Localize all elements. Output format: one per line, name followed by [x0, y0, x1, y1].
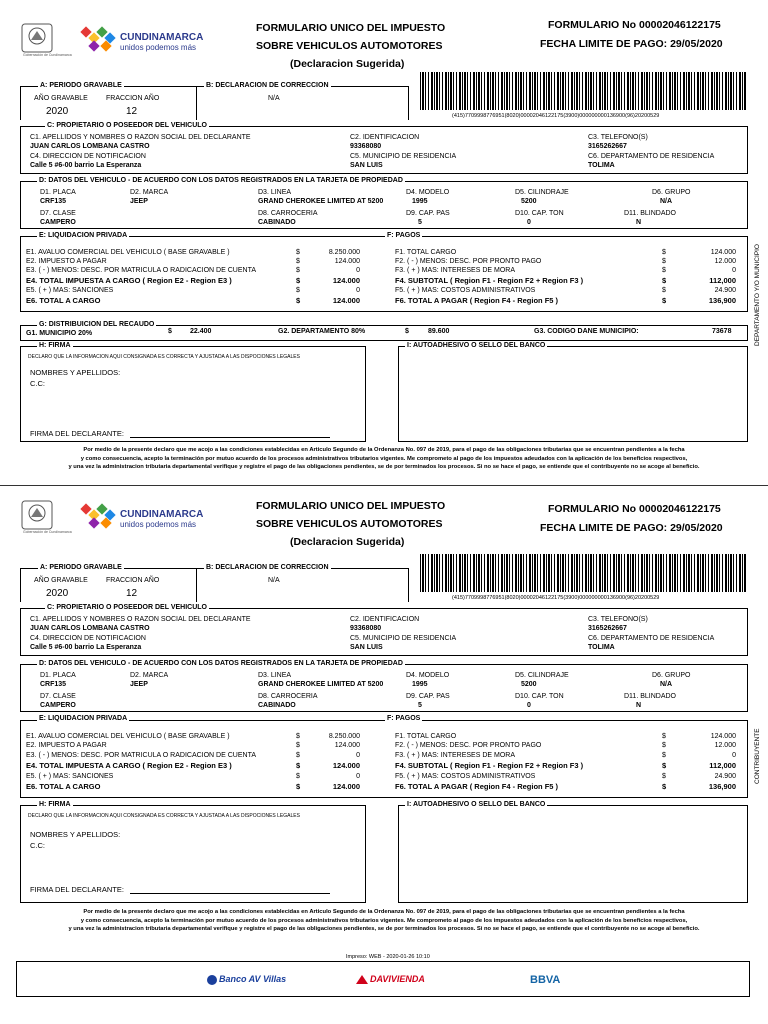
- form-number: FORMULARIO No 00002046122175: [548, 19, 721, 31]
- f3-label: F3. ( + ) MAS: INTERESES DE MORA: [395, 752, 515, 759]
- e3-label: E3. ( - ) MENOS: DESC. POR MATRICULA O RADICACION DE CUENTA: [26, 267, 256, 274]
- owner-phone: 3165262667: [588, 143, 627, 150]
- tax-year: 2020: [46, 106, 69, 117]
- g1-label: G1. MUNICIPIO 20%: [26, 330, 93, 337]
- f1-currency: $: [662, 733, 666, 740]
- f5-label: F5. ( + ) MAS: COSTOS ADMINISTRATIVOS: [395, 773, 536, 780]
- year-label: AÑO GRAVABLE: [34, 95, 88, 102]
- f1-value: 124.000: [710, 733, 736, 740]
- d3-label: D3. LINEA: [258, 672, 292, 679]
- form-title-line3: (Declaracion Sugerida): [290, 58, 405, 70]
- vehicle-model: 1995: [412, 198, 428, 205]
- printed-stamp: Impreso: WEB - 2020-01-26 10:10: [346, 954, 430, 960]
- e3-label: E3. ( - ) MENOS: DESC. POR MATRICULA O RADICACION DE CUENTA: [26, 752, 256, 759]
- year-fraction: 12: [126, 106, 138, 117]
- e2-value: 124.000: [334, 742, 360, 749]
- cundinamarca-brand-icon: [80, 501, 120, 531]
- e4-currency: $: [296, 276, 301, 285]
- f6-label: F6. TOTAL A PAGAR ( Region F4 - Region F5 ): [395, 782, 559, 791]
- e1-label: E1. AVALUO COMERCIAL DEL VEHICULO ( BASE GRAVABLE ): [26, 733, 230, 740]
- legal-text: [20, 446, 748, 472]
- d6-label: D6. GRUPO: [652, 672, 691, 679]
- e4-label: E4. TOTAL IMPUESTA A CARGO ( Region E2 - Region E3 ): [26, 276, 232, 285]
- section-e-title: E: LIQUIDACION PRIVADA: [39, 715, 128, 722]
- d4-label: D4. MODELO: [406, 189, 450, 196]
- vehicle-passengers: 5: [418, 219, 422, 226]
- vehicle-class: CAMPERO: [40, 219, 76, 226]
- vehicle-plate: CRF135: [40, 198, 67, 205]
- c1-label: C1. APELLIDOS Y NOMBRES O RAZON SOCIAL DEL DECLARANTE: [30, 616, 251, 623]
- e4-value: 124.000: [332, 276, 360, 285]
- vehicle-body: CABINADO: [258, 219, 296, 226]
- d9-label: D9. CAP. PAS: [406, 210, 450, 217]
- bank-av-villas-label: Banco AV Villas: [219, 974, 287, 984]
- year-fraction: 12: [126, 588, 138, 599]
- c2-label: C2. IDENTIFICACION: [350, 134, 420, 141]
- d8-label: D8. CARROCERIA: [258, 693, 318, 700]
- d7-label: D7. CLASE: [40, 210, 76, 217]
- bank-bbva: [530, 974, 560, 986]
- owner-address: Calle 5 #6-00 barrio La Esperanza: [30, 644, 142, 651]
- owner-id: 93368080: [350, 143, 382, 150]
- davivienda-house-icon: [356, 975, 368, 984]
- brand-tagline: unidos podemos más: [120, 43, 197, 52]
- owner-phone: 3165262667: [588, 625, 627, 632]
- e5-currency: $: [296, 287, 300, 294]
- form-title-line2: SOBRE VEHICULOS AUTOMOTORES: [256, 518, 443, 530]
- e6-currency: $: [296, 782, 301, 791]
- g1-value: 22.400: [190, 328, 212, 335]
- vehicle-make: JEEP: [130, 681, 148, 688]
- owner-department: TOLIMA: [588, 644, 615, 651]
- form-title-line2: SOBRE VEHICULOS AUTOMOTORES: [256, 40, 443, 52]
- cundinamarca-logo: [20, 499, 204, 539]
- vehicle-make: JEEP: [130, 198, 148, 205]
- cundinamarca-logo: [20, 22, 204, 62]
- f1-label: F1. TOTAL CARGO: [395, 249, 457, 256]
- e2-value: 124.000: [334, 258, 360, 265]
- e6-label: E6. TOTAL A CARGO: [26, 296, 101, 305]
- signature-label: FIRMA DEL DECLARANTE:: [30, 429, 124, 438]
- f3-value: 0: [732, 752, 736, 759]
- correction-value: N/A: [268, 95, 280, 102]
- e1-currency: $: [296, 733, 300, 740]
- c2-label: C2. IDENTIFICACION: [350, 616, 420, 623]
- f3-currency: $: [662, 267, 666, 274]
- names-label: NOMBRES Y APELLIDOS:: [30, 830, 121, 839]
- owner-name: JUAN CARLOS LOMBANA CASTRO: [30, 143, 150, 150]
- f4-value: 112,000: [709, 276, 736, 285]
- legal-text: [20, 908, 748, 934]
- c4-label: C4. DIRECCION DE NOTIFICACION: [30, 153, 146, 160]
- vehicle-group: N/A: [660, 198, 673, 205]
- due-date: FECHA LIMITE DE PAGO: 29/05/2020: [540, 522, 723, 534]
- owner-department: TOLIMA: [588, 162, 615, 169]
- c3-label: C3. TELEFONO(S): [588, 134, 648, 141]
- f4-currency: $: [662, 761, 667, 770]
- vehicle-armored: N: [636, 219, 642, 226]
- section-i-title: I: AUTOADHESIVO O SELLO DEL BANCO: [407, 342, 546, 349]
- f6-currency: $: [662, 296, 667, 305]
- signature-line: [130, 893, 330, 894]
- c6-label: C6. DEPARTAMENTO DE RESIDENCIA: [588, 635, 715, 642]
- d10-label: D10. CAP. TON: [515, 210, 564, 217]
- d9-label: D9. CAP. PAS: [406, 693, 450, 700]
- section-b-title: B: DECLARACION DE CORRECCION: [206, 564, 329, 571]
- e2-label: E2. IMPUESTO A PAGAR: [26, 742, 107, 749]
- e4-label: E4. TOTAL IMPUESTA A CARGO ( Region E2 - Region E3 ): [26, 761, 232, 770]
- section-f-title: F: PAGOS: [387, 232, 421, 239]
- government-seal-icon: [20, 499, 80, 535]
- f2-currency: $: [662, 742, 666, 749]
- vehicle-plate: CRF135: [40, 681, 67, 688]
- f5-currency: $: [662, 773, 666, 780]
- year-label: AÑO GRAVABLE: [34, 577, 88, 584]
- section-h-title: H: FIRMA: [39, 801, 71, 808]
- e5-value: 0: [356, 773, 360, 780]
- legal-line-2: y como consecuencia, acepto la terminación por mutuo acuerdo de los procesos administrativos tributarios vigentes. Me comprometo al pago de los impuestos adeudados con la aplicación de los beneficios respectivos,: [80, 917, 688, 924]
- legal-line-2: y como consecuencia, acepto la terminación por mutuo acuerdo de los procesos administrativos tributarios vigentes. Me comprometo al pago de los impuestos adeudados con la aplicación de los beneficios respectivos,: [80, 455, 688, 462]
- d1-label: D1. PLACA: [40, 189, 76, 196]
- form-copy-taxpayer: [0, 484, 768, 1024]
- d4-label: D4. MODELO: [406, 672, 450, 679]
- f6-currency: $: [662, 782, 667, 791]
- fraction-label: FRACCION AÑO: [106, 577, 160, 584]
- bank-av-villas: [207, 974, 286, 985]
- section-g-title: G: DISTRIBUICION DEL RECAUDO: [39, 321, 155, 328]
- form-title-line1: FORMULARIO UNICO DEL IMPUESTO: [256, 22, 446, 34]
- legal-line-3: y una vez la administracion tributaria departamental verifique y registre el pago de las obligaciones pendientes, se de por terminados los procesos. Si no se hace el pago, se entiende que el contribuyente no se acoge al beneficio.: [68, 464, 700, 470]
- g1-currency: $: [168, 328, 172, 335]
- section-i: [398, 805, 748, 903]
- vehicle-cc: 5200: [521, 681, 537, 688]
- form-number: FORMULARIO No 00002046122175: [548, 503, 721, 515]
- section-i-title: I: AUTOADHESIVO O SELLO DEL BANCO: [407, 801, 546, 808]
- section-c-title: C: PROPIETARIO O POSEEDOR DEL VEHICULO: [47, 122, 207, 129]
- form-title-line1: FORMULARIO UNICO DEL IMPUESTO: [256, 500, 446, 512]
- section-c-title: C: PROPIETARIO O POSEEDOR DEL VEHICULO: [47, 604, 207, 611]
- g2-currency: $: [405, 328, 409, 335]
- f1-value: 124.000: [710, 249, 736, 256]
- d6-label: D6. GRUPO: [652, 189, 691, 196]
- e2-currency: $: [296, 742, 300, 749]
- c5-label: C5. MUNICIPIO DE RESIDENCIA: [350, 153, 457, 160]
- section-i: [398, 346, 748, 442]
- d5-label: D5. CILINDRAJE: [515, 672, 569, 679]
- f2-label: F2. ( - ) MENOS: DESC. POR PRONTO PAGO: [395, 742, 542, 749]
- barcode-text: (415)7709998776951(8020)00002046122175(3900)000000000136900(96)20200529: [452, 595, 660, 601]
- f1-label: F1. TOTAL CARGO: [395, 733, 457, 740]
- e5-label: E5. ( + ) MAS: SANCIONES: [26, 287, 114, 294]
- section-a-title: A: PERIODO GRAVABLE: [40, 564, 122, 571]
- brand-name: CUNDINAMARCA: [120, 32, 204, 43]
- e5-currency: $: [296, 773, 300, 780]
- signature-line: [130, 437, 330, 438]
- c4-label: C4. DIRECCION DE NOTIFICACION: [30, 635, 146, 642]
- f2-value: 12.000: [714, 258, 736, 265]
- g2-value: 89.600: [428, 328, 450, 335]
- cc-label: C.C:: [30, 379, 45, 388]
- c6-label: C6. DEPARTAMENTO DE RESIDENCIA: [588, 153, 715, 160]
- section-d-title: D: DATOS DEL VEHICULO - DE ACUERDO CON LOS DATOS REGISTRADOS EN LA TARJETA DE PROPIEDAD: [39, 660, 403, 667]
- vehicle-line: GRAND CHEROKEE LIMITED AT 5200: [258, 681, 384, 688]
- f6-value: 136,900: [708, 782, 736, 791]
- d1-label: D1. PLACA: [40, 672, 76, 679]
- section-a-title: A: PERIODO GRAVABLE: [40, 82, 122, 89]
- e5-label: E5. ( + ) MAS: SANCIONES: [26, 773, 114, 780]
- e1-label: E1. AVALUO COMERCIAL DEL VEHICULO ( BASE GRAVABLE ): [26, 249, 230, 256]
- e6-value: 124.000: [332, 296, 360, 305]
- svg-text:Gobernación de Cundinamarca: Gobernación de Cundinamarca: [23, 53, 72, 57]
- f3-value: 0: [732, 267, 736, 274]
- d3-label: D3. LINEA: [258, 189, 292, 196]
- d8-label: D8. CARROCERIA: [258, 210, 318, 217]
- brand-tagline: unidos podemos más: [120, 520, 197, 529]
- bank-davivienda: [356, 974, 425, 984]
- owner-address: Calle 5 #6-00 barrio La Esperanza: [30, 162, 142, 169]
- side-label-taxpayer: CONTRIBUYENTE: [754, 728, 761, 784]
- d2-label: D2. MARCA: [130, 672, 169, 679]
- vehicle-model: 1995: [412, 681, 428, 688]
- barcode-text: (415)7709998776951(8020)00002046122175(3900)000000000136900(96)20200529: [452, 113, 660, 119]
- cc-label: C.C:: [30, 841, 45, 850]
- brand-name: CUNDINAMARCA: [120, 509, 204, 520]
- c3-label: C3. TELEFONO(S): [588, 616, 648, 623]
- owner-municipality: SAN LUIS: [350, 644, 383, 651]
- form-copy-department: [0, 0, 768, 486]
- g2-label: G2. DEPARTAMENTO 80%: [278, 328, 366, 335]
- vehicle-class: CAMPERO: [40, 702, 76, 709]
- f5-label: F5. ( + ) MAS: COSTOS ADMINISTRATIVOS: [395, 287, 536, 294]
- e4-value: 124.000: [332, 761, 360, 770]
- government-seal-icon: [20, 22, 80, 58]
- f5-value: 24.900: [714, 773, 736, 780]
- f5-value: 24.900: [714, 287, 736, 294]
- c1-label: C1. APELLIDOS Y NOMBRES O RAZON SOCIAL DEL DECLARANTE: [30, 134, 251, 141]
- section-h-title: H: FIRMA: [39, 342, 71, 349]
- vehicle-tons: 0: [527, 219, 531, 226]
- d7-label: D7. CLASE: [40, 693, 76, 700]
- e4-currency: $: [296, 761, 301, 770]
- names-label: NOMBRES Y APELLIDOS:: [30, 368, 121, 377]
- bank-davivienda-label: DAVIVIENDA: [370, 974, 425, 984]
- f6-label: F6. TOTAL A PAGAR ( Region F4 - Region F5 ): [395, 296, 559, 305]
- vehicle-passengers: 5: [418, 702, 422, 709]
- f4-currency: $: [662, 276, 667, 285]
- f3-currency: $: [662, 752, 666, 759]
- e1-currency: $: [296, 249, 300, 256]
- tax-year: 2020: [46, 588, 69, 599]
- due-date: FECHA LIMITE DE PAGO: 29/05/2020: [540, 38, 723, 50]
- section-d-title: D: DATOS DEL VEHICULO - DE ACUERDO CON LOS DATOS REGISTRADOS EN LA TARJETA DE PROPIEDAD: [39, 177, 403, 184]
- f4-label: F4. SUBTOTAL ( Region F1 - Region F2 + Region F3 ): [395, 276, 584, 285]
- correction-value: N/A: [268, 577, 280, 584]
- f6-value: 136,900: [708, 296, 736, 305]
- av-villas-icon: [207, 975, 217, 985]
- f2-value: 12.000: [714, 742, 736, 749]
- d11-label: D11. BLINDADO: [624, 693, 676, 700]
- e2-label: E2. IMPUESTO A PAGAR: [26, 258, 107, 265]
- legal-line-3: y una vez la administracion tributaria departamental verifique y registre el pago de las obligaciones pendientes, se de por terminados los procesos. Si no se hace el pago, se entiende que el contribuyente no se acoge al beneficio.: [68, 926, 700, 932]
- e3-value: 0: [356, 267, 360, 274]
- e2-currency: $: [296, 258, 300, 265]
- e6-currency: $: [296, 296, 301, 305]
- c5-label: C5. MUNICIPIO DE RESIDENCIA: [350, 635, 457, 642]
- signature-label: FIRMA DEL DECLARANTE:: [30, 885, 124, 894]
- vehicle-body: CABINADO: [258, 702, 296, 709]
- fraction-label: FRACCION AÑO: [106, 95, 160, 102]
- e3-value: 0: [356, 752, 360, 759]
- d10-label: D10. CAP. TON: [515, 693, 564, 700]
- svg-text:Gobernación de Cundinamarca: Gobernación de Cundinamarca: [23, 530, 72, 534]
- e1-value: 8.250.000: [328, 733, 360, 740]
- g3-value: 73678: [712, 328, 732, 335]
- f2-label: F2. ( - ) MENOS: DESC. POR PRONTO PAGO: [395, 258, 542, 265]
- form-title-line3: (Declaracion Sugerida): [290, 536, 405, 548]
- f3-label: F3. ( + ) MAS: INTERESES DE MORA: [395, 267, 515, 274]
- owner-municipality: SAN LUIS: [350, 162, 383, 169]
- legal-line-1: Por medio de la presente declaro que me acojo a las condiciones establecidas en Articulo Segundo de la Ordenanza No. 097 de 2019, para el pago de las obligaciones tributarias que se encuentran pendientes a la fecha: [83, 447, 685, 453]
- f5-currency: $: [662, 287, 666, 294]
- bank-bbva-label: BBVA: [530, 974, 561, 986]
- section-f-title: F: PAGOS: [387, 715, 421, 722]
- vehicle-tons: 0: [527, 702, 531, 709]
- f4-value: 112,000: [709, 761, 736, 770]
- d5-label: D5. CILINDRAJE: [515, 189, 569, 196]
- legal-line-1: Por medio de la presente declaro que me acojo a las condiciones establecidas en Articulo Segundo de la Ordenanza No. 097 de 2019, para el pago de las obligaciones tributarias que se encuentran pendientes a la fecha: [83, 909, 685, 915]
- e3-currency: $: [296, 267, 300, 274]
- owner-id: 93368080: [350, 625, 382, 632]
- f2-currency: $: [662, 258, 666, 265]
- g3-label: G3. CODIGO DANE MUNICIPIO:: [534, 328, 639, 335]
- e1-value: 8.250.000: [328, 249, 360, 256]
- e3-currency: $: [296, 752, 300, 759]
- owner-name: JUAN CARLOS LOMBANA CASTRO: [30, 625, 150, 632]
- f1-currency: $: [662, 249, 666, 256]
- vehicle-line: GRAND CHEROKEE LIMITED AT 5200: [258, 198, 384, 205]
- section-e-title: E: LIQUIDACION PRIVADA: [39, 232, 128, 239]
- vehicle-armored: N: [636, 702, 642, 709]
- barcode: [420, 72, 746, 110]
- vehicle-cc: 5200: [521, 198, 537, 205]
- d2-label: D2. MARCA: [130, 189, 169, 196]
- side-label-department: DEPARTAMENTO Y/O MUNICIPIO: [754, 244, 761, 346]
- e6-label: E6. TOTAL A CARGO: [26, 782, 101, 791]
- e6-value: 124.000: [332, 782, 360, 791]
- cundinamarca-brand-icon: [80, 24, 120, 54]
- d11-label: D11. BLINDADO: [624, 210, 676, 217]
- f4-label: F4. SUBTOTAL ( Region F1 - Region F2 + Region F3 ): [395, 761, 584, 770]
- declaration-text: DECLARO QUE LA INFORMACION AQUI CONSIGNADA ES CORRECTA Y AJUSTADA A LAS DISPOCIONES LEGALES: [28, 354, 300, 360]
- barcode: [420, 554, 746, 592]
- section-b-title: B: DECLARACION DE CORRECCION: [206, 82, 329, 89]
- vehicle-group: N/A: [660, 681, 673, 688]
- declaration-text: DECLARO QUE LA INFORMACION AQUI CONSIGNADA ES CORRECTA Y AJUSTADA A LAS DISPOCIONES LEGALES: [28, 813, 300, 819]
- e5-value: 0: [356, 287, 360, 294]
